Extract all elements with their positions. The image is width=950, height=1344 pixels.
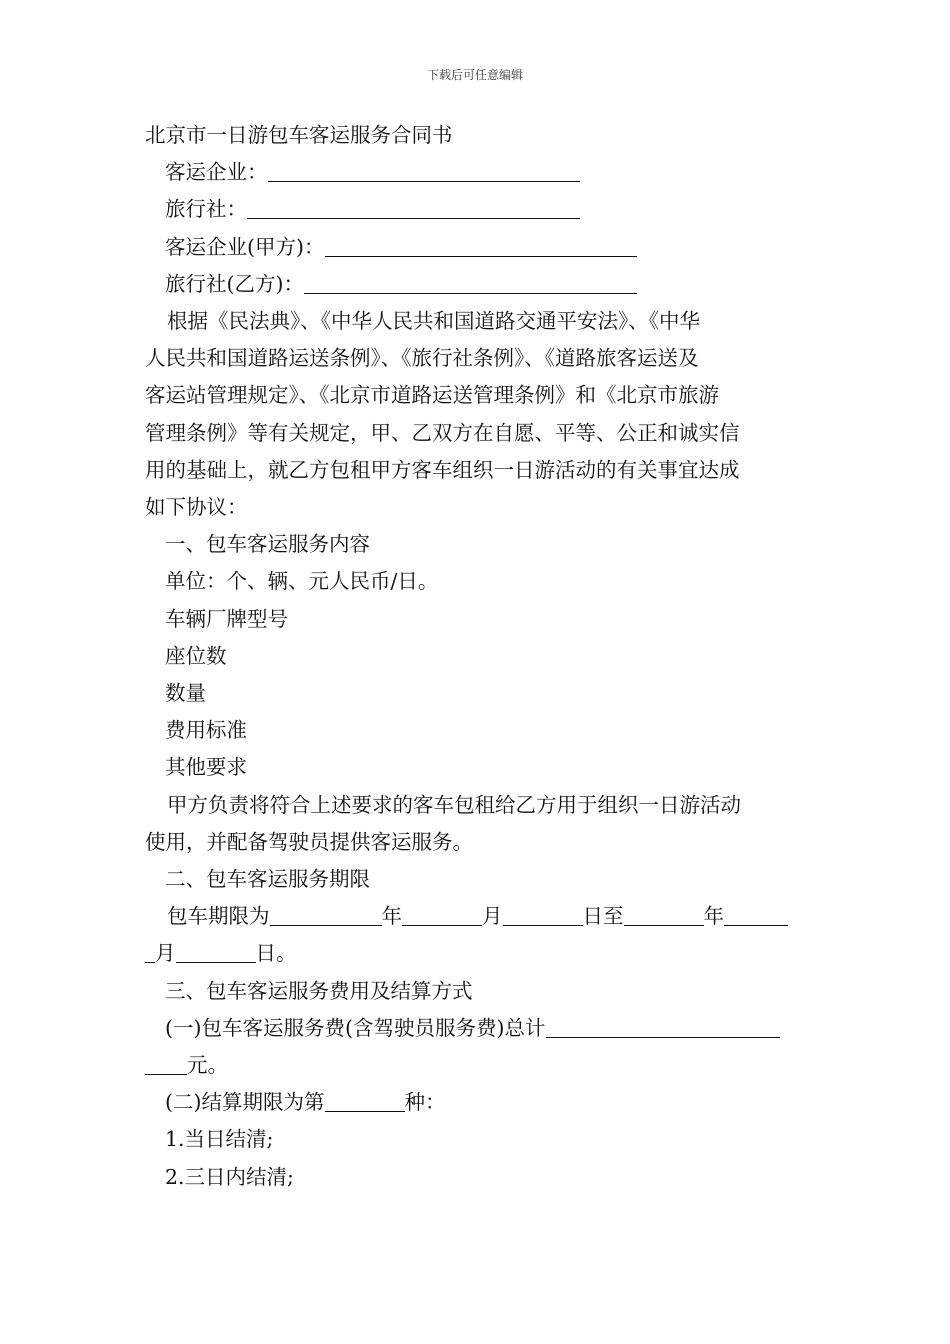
header-note: 下载后可任意编辑 (426, 68, 523, 82)
section-heading: 二、包车客运服务期限 (165, 867, 370, 892)
party-field-agency (145, 191, 807, 228)
preamble-line: 人民共和国道路运送条例》、《旅行社条例》、《道路旅客运送及 (145, 346, 699, 371)
preamble-line: 根据《民法典》、《中华人民共和国道路交通平安法》、《中华 (167, 309, 700, 334)
day-end-label: 日。 (255, 941, 297, 966)
blank-line (325, 1091, 405, 1112)
blank-line (503, 905, 583, 926)
unit-note: 单位：个、辆、元人民币/日。 (165, 569, 439, 594)
year-label: 年 (703, 904, 724, 929)
blank-line (268, 161, 580, 182)
list-item: 车辆厂牌型号 (165, 606, 288, 631)
day-to-label: 日至 (582, 904, 624, 929)
blank-line (247, 198, 580, 219)
list-item: 费用标准 (165, 718, 247, 743)
month-label: 月 (482, 904, 503, 929)
period-prefix: 包车期限为 (167, 904, 270, 929)
list-item: 其他要求 (165, 755, 247, 780)
paragraph-line: 使用，并配备驾驶员提供客运服务。 (145, 829, 473, 854)
field-label: 客运企业(甲方)： (165, 234, 325, 259)
blank-line (270, 905, 382, 926)
blank-line (724, 905, 788, 926)
preamble-line: 用的基础上，就乙方包租甲方客车组织一日游活动的有关事宜达成 (145, 457, 740, 482)
blank-line (325, 236, 637, 257)
preamble-line: 客运站管理规定》、《北京市道路运送管理条例》和《北京市旅游 (145, 383, 719, 408)
settlement-line (145, 1084, 807, 1121)
paragraph-line: 甲方负责将符合上述要求的客车包租给乙方用于组织一日游活动 (167, 792, 741, 817)
blank-line (145, 1054, 187, 1075)
blank-line (546, 1017, 780, 1038)
blank-line (402, 905, 482, 926)
section-heading: 三、包车客运服务费用及结算方式 (165, 978, 473, 1003)
fee-unit: 元。 (187, 1053, 228, 1078)
fee-line (145, 1010, 807, 1047)
settlement-option: 2.三日内结清; (165, 1164, 294, 1189)
period-line (145, 935, 807, 972)
blank-line (176, 942, 256, 963)
field-label: 旅行社： (165, 197, 247, 222)
settle-prefix: (二)结算期限为第 (165, 1090, 325, 1115)
fee-line (145, 1047, 807, 1084)
year-label: 年 (381, 904, 402, 929)
document-title: 北京市一日游包车客运服务合同书 (145, 123, 453, 147)
month-label: 月 (155, 941, 176, 966)
blank-line (145, 942, 155, 963)
blank-line (304, 273, 637, 294)
period-line (145, 898, 807, 935)
party-field-party-b (145, 266, 807, 303)
list-item: 座位数 (165, 643, 227, 668)
field-label: 旅行社(乙方)： (165, 271, 304, 296)
settle-suffix: 种： (404, 1090, 446, 1115)
preamble-line: 如下协议： (145, 495, 248, 520)
preamble-line: 管理条例》等有关规定，甲、乙双方在自愿、平等、公正和诚实信 (145, 420, 740, 445)
section-heading: 一、包车客运服务内容 (165, 532, 370, 557)
settlement-option: 1.当日结清; (165, 1127, 274, 1152)
fee-text: (一)包车客运服务费(含驾驶员服务费)总计 (165, 1015, 546, 1040)
field-label: 客运企业： (165, 160, 268, 185)
blank-line (624, 905, 704, 926)
party-field-carrier (145, 154, 807, 191)
list-item: 数量 (165, 681, 206, 706)
contract-document (145, 117, 807, 1196)
party-field-party-a (145, 229, 807, 266)
